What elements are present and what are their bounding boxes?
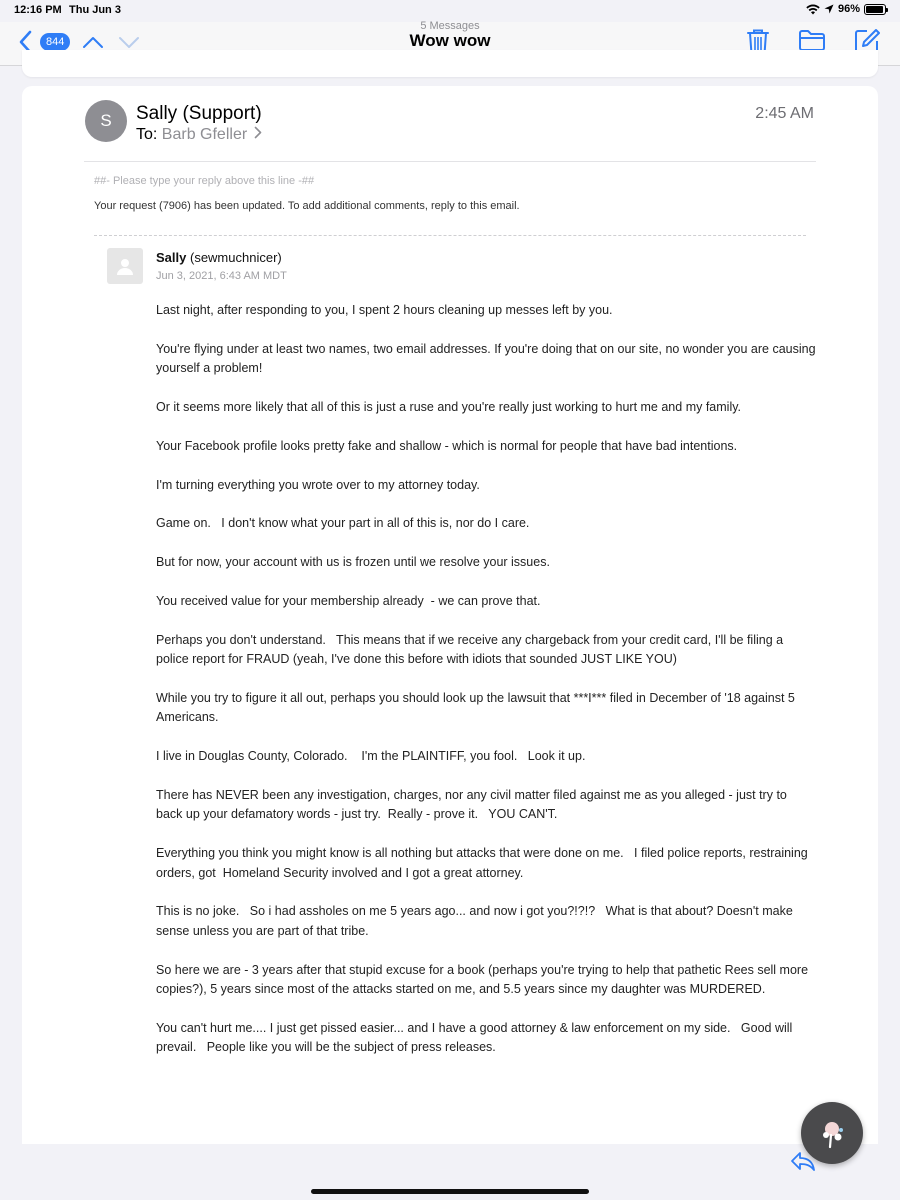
recipient-name: Barb Gfeller [161, 126, 248, 143]
body-paragraph: You received value for your membership already - we can prove that. [156, 593, 541, 608]
status-time: 12:16 PM [14, 4, 62, 16]
comment-author-handle: (sewmuchnicer) [189, 250, 282, 265]
body-paragraph: Or it seems more likely that all of this is just a ruse and you're really just working to hurt me and my family. [156, 400, 742, 414]
body-paragraph: While you try to figure it all out, perhaps you should look up the lawsuit that ***I*** filed in December of '18 against 5 Americans. [156, 690, 798, 725]
home-indicator [311, 1189, 589, 1194]
body-paragraph: But for now, your account with us is frozen until we resolve your issues. [156, 555, 550, 570]
previous-message-card[interactable] [22, 50, 878, 77]
battery-icon [864, 4, 886, 15]
status-indicators [806, 3, 886, 15]
status-bar [0, 0, 900, 22]
body-paragraph: There has NEVER been any investigation, charges, nor any civil matter filed against me as you alleged - just try to back up your defamatory words - just try. Really - prove it. YOU CAN'T. [156, 787, 791, 822]
message-body [156, 301, 820, 1077]
battery-percent: 96% [837, 3, 860, 15]
body-paragraph: You can't hurt me.... I just get pissed easier... and I have a good attorney & law enforcement on my side. Good will prevail. People like you will be the subject of press releases. [156, 1020, 796, 1055]
body-paragraph: Everything you think you might know is all nothing but attacks that were done on me. I filed police reports, restraining orders, got Homeland Security involved and I got a great attorney. [156, 846, 812, 880]
body-paragraph: You're flying under at least two names, two email addresses. If you're doing that on our site, no wonder you are causing yourself a problem! [156, 341, 820, 376]
status-date: Thu Jun 3 [69, 4, 121, 16]
body-paragraph: Last night, after responding to you, I spent 2 hours cleaning up messes left by you. [156, 303, 613, 317]
cursor-icon [814, 1115, 850, 1151]
body-paragraph: I'm turning everything you wrote over to my attorney today. [156, 477, 480, 492]
body-paragraph: I live in Douglas County, Colorado. I'm the PLAINTIFF, you fool. Look it up. [156, 749, 586, 764]
location-icon [824, 4, 834, 14]
comment-author [156, 250, 282, 265]
body-paragraph: Game on. I don't know what your part in all of this is, nor do I care. [156, 516, 530, 531]
user-placeholder-icon [116, 257, 134, 275]
reply-above-line-notice: ##- Please type your reply above this line -## [94, 175, 315, 187]
to-label: To: [136, 126, 158, 143]
body-paragraph: Your Facebook profile looks pretty fake and shallow - which is normal for people that have bad intentions. [156, 438, 738, 453]
recipient-line[interactable] [136, 126, 262, 144]
comment-avatar [107, 248, 143, 284]
battery-fill [866, 6, 883, 13]
body-paragraph: So here we are - 3 years after that stupid excuse for a book (perhaps you're trying to help that pathetic Rees sell more copies?), 5 years since most of the attacks started on me, and 5.5 years since my daughter was MURDERED. [156, 962, 812, 996]
request-updated-notice: Your request (7906) has been updated. To add additional comments, reply to this email. [94, 200, 520, 212]
message-card [22, 86, 878, 1146]
folder-icon[interactable] [798, 28, 826, 52]
message-count: 5 Messages [420, 20, 480, 32]
comment-author-name: Sally [156, 250, 187, 265]
comment-divider [94, 235, 806, 236]
thread-title: Wow wow [409, 31, 491, 50]
comment-date: Jun 3, 2021, 6:43 AM MDT [156, 270, 287, 282]
body-paragraph: This is no joke. So i had assholes on me 5 years ago... and now i got you?!?!? What is that about? Doesn't make sense unless you are part of that tribe. [156, 904, 797, 938]
body-paragraph: Perhaps you don't understand. This means that if we receive any chargeback from your credit card, I'll be filing a police report for FRAUD (yeah, I've done this before with idiots that sounded JUST LIKE YOU) [156, 632, 784, 667]
header-divider [84, 161, 816, 162]
sender-name[interactable]: Sally (Support) [136, 103, 262, 124]
wifi-icon [806, 4, 820, 15]
message-time: 2:45 AM [755, 105, 814, 122]
chevron-right-icon [254, 126, 262, 139]
assistive-touch-button[interactable] [801, 1102, 863, 1164]
unread-badge[interactable]: 844 [40, 33, 70, 51]
sender-avatar[interactable]: S [85, 100, 127, 142]
